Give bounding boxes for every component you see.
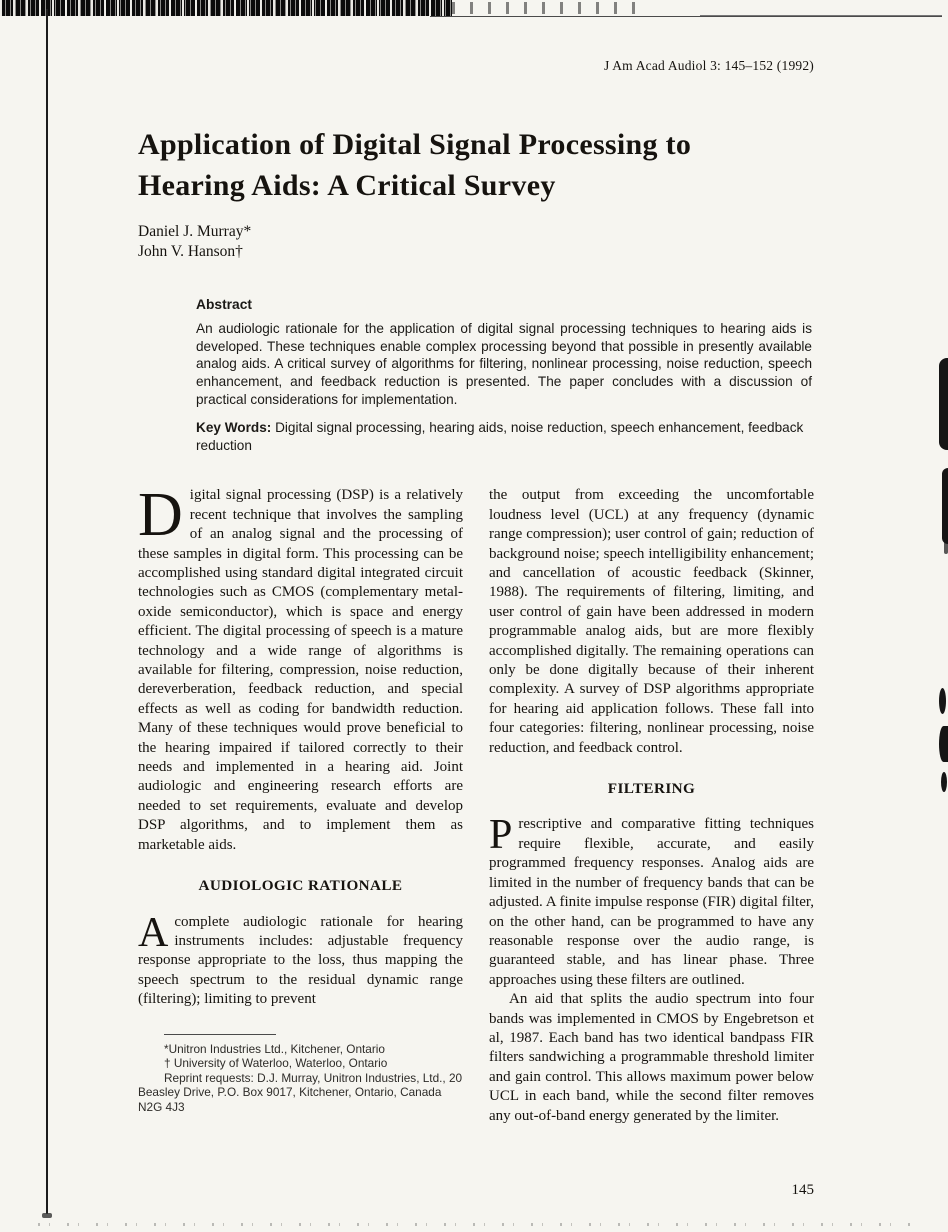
- footnote-affiliation-1: *Unitron Industries Ltd., Kitchener, Ontario: [164, 1041, 385, 1056]
- page-number: 145: [791, 1182, 814, 1198]
- paper-title-line1: Application of Digital Signal Processing to: [138, 128, 692, 161]
- dropcap-d: D: [138, 481, 183, 550]
- abstract-block: [138, 296, 814, 454]
- filtering-paragraph-text: rescriptive and comparative fitting techniques require flexible, accurate, and easily programmed frequency responses. Analog aids are limited in the number of frequency bands that can be adjusted. A finite impulse response (FIR) digital filter, on the other hand, can be programmed to have any reasonable response over the audio range, is guaranteed stable, and has linear phase. Three approaches using these filters are outlined.: [489, 816, 814, 988]
- scan-top-rule: [430, 16, 942, 17]
- scan-right-smudge-6: [941, 772, 947, 792]
- section-heading-filtering: FILTERING: [607, 780, 696, 798]
- dropcap-p: P: [489, 812, 513, 859]
- scan-right-smudge-4: [939, 688, 946, 714]
- abstract-heading: Abstract: [196, 297, 252, 312]
- footnote-block: [138, 1034, 463, 1115]
- scan-binding-bar-fade: [452, 2, 642, 14]
- scan-right-smudge-2: [942, 468, 948, 544]
- paper-title: [138, 124, 814, 206]
- section-heading-audiologic-rationale: AUDIOLOGIC RATIONALE: [198, 877, 403, 895]
- four-band-aid-paragraph: An aid that splits the audio spectrum into four bands was implemented in CMOS by Engebretson et al, 1987. Each band has two identical bandpass FIR filters sandwiching a programmable threshold limiter and gain control. This allows maximum power below UCL in each band, while the second filter removes any out-of-band energy generated by the limiter.: [489, 991, 814, 1124]
- intro-paragraph-text: igital signal processing (DSP) is a relatively recent technique that involves the sampling of an analog signal and the processing of these samples in digital form. This processing can be accomplished using standard digital integrated circuit technologies such as CMOS (complementary metal-oxide semiconductor), which is space and energy efficient. The digital processing of speech is a mature technology and a wide range of algorithms is available for filtering, compression, noise reduction, dereverberation, feedback reduction, and special effects as well as coding for bandwidth reduction. Many of these techniques would prove beneficial to the hearing impaired if tailored correctly to their needs and implemented in a hearing aid. Joint audiologic and engineering research efforts are needed to set requirements, evaluate and develop DSP algorithms, and to implement them as marketable aids.: [138, 487, 463, 853]
- keywords-label: Key Words:: [196, 419, 272, 435]
- scan-right-smudge-5: [939, 726, 948, 762]
- body-column-right: [489, 486, 814, 1126]
- keywords-text: Digital signal processing, hearing aids, noise reduction, speech enhancement, feedback reduction: [196, 419, 804, 453]
- keywords-line: [196, 419, 812, 455]
- scan-top-rule-2: [700, 15, 942, 16]
- rationale-paragraph: [138, 909, 463, 1010]
- author-block: [138, 222, 814, 262]
- journal-reference: J Am Acad Audiol 3: 145–152 (1992): [603, 58, 814, 73]
- footnote-affiliation-2: † University of Waterloo, Waterloo, Ontario: [164, 1056, 388, 1071]
- intro-paragraph: [138, 481, 463, 855]
- scan-bottom-left-mark: [42, 1213, 52, 1218]
- footnote-rule: [164, 1034, 276, 1035]
- scan-right-smudge-1: [939, 358, 948, 450]
- scan-bottom-speckles: [38, 1223, 918, 1226]
- body-column-left: [138, 481, 463, 1126]
- rationale-continued-paragraph: the output from exceeding the uncomfortable loudness level (UCL) at any frequency (dynamic range compression); user control of gain; reduction of background noise; speech intelligibility enhancement; and cancellation of acoustic feedback (Skinner, 1988). The requirements of filtering, limiting, and user control of gain have been addressed in modern programmable analog aids, but are more flexibly accomplished digitally. The remaining operations can only be done digitally because of their inherent complexity. A survey of DSP algorithms appropriate for hearing aid application follows. These fall into four categories: filtering, nonlinear processing, noise reduction, and feedback control.: [489, 487, 814, 756]
- filtering-paragraph: [489, 812, 814, 990]
- body-columns: [138, 481, 814, 1126]
- scan-right-smudge-3: [944, 540, 948, 554]
- author-2: John V. Hanson†: [138, 243, 243, 260]
- abstract-text: An audiologic rationale for the application of digital signal processing techniques to hearing aids is developed. These techniques enable complex processing beyond that possible in presently available analog aids. A critical survey of algorithms for filtering, nonlinear processing, noise reduction, speech enhancement, and feedback reduction is presented. The paper concludes with a discussion of practical considerations for implementation.: [196, 320, 812, 407]
- page-content: [138, 50, 814, 1126]
- scan-left-edge-line: [46, 9, 48, 1214]
- paper-title-line2: Hearing Aids: A Critical Survey: [138, 169, 556, 202]
- author-1: Daniel J. Murray*: [138, 223, 252, 240]
- footnote-reprint-requests: Reprint requests: D.J. Murray, Unitron Industries, Ltd., 20 Beasley Drive, P.O. Box 9017, Kitchener, Ontario, Canada N2G 4J3: [138, 1070, 463, 1114]
- dropcap-a: A: [138, 909, 169, 956]
- scan-binding-bar: [0, 0, 452, 16]
- rationale-paragraph-text: complete audiologic rationale for hearing instruments includes: adjustable frequency response appropriate to the loss, thus mapping the speech spectrum to the residual dynamic range (filtering); limiting to prevent: [138, 913, 463, 1008]
